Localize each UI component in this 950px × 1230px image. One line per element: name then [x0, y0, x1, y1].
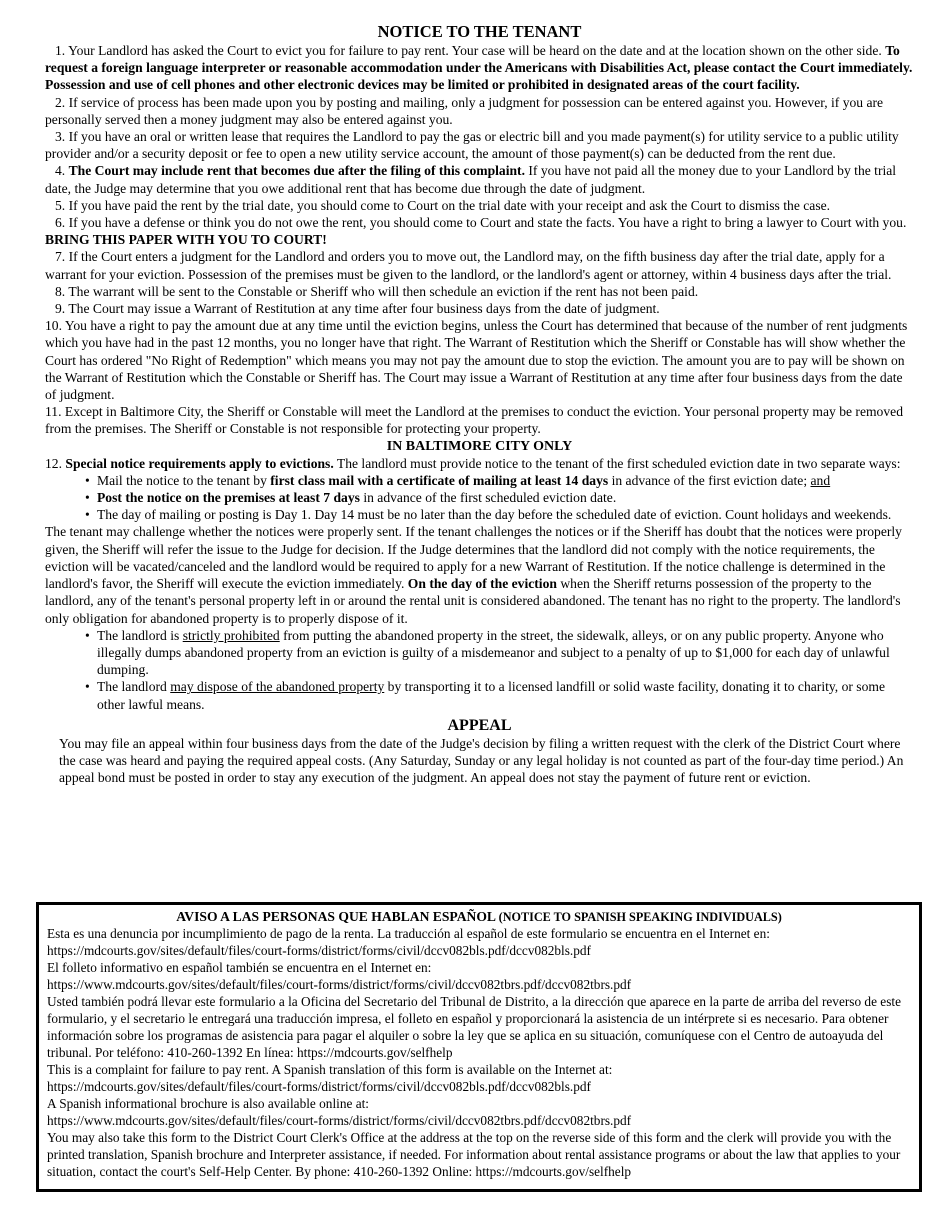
- item-text: You have a right to pay the amount due at any time until the eviction begins, unless the Court has determined that because of the number of rent judgments which you have had in the past 12 months, you no longer have that right. The Warrant of Restitution which the Sheriff or Constable has will show whether the Court has ordered "No Right of Redemption" which means you may not pay the amount due to stop the eviction. The amount you are to pay will be shown on the Warrant of Restitution which the Constable or Sheriff has. The Court may issue a Warrant of Restitution at any time after four business days from the date of judgment.: [45, 318, 908, 403]
- item-6: [45, 214, 914, 248]
- item-number: 11.: [45, 404, 62, 420]
- list-item-underline: strictly prohibited: [182, 627, 280, 643]
- item-text: If you have not paid all the money due to your Landlord by the trial date, the Judge may determine that you owe additional rent that has become due through the date of judgment.: [45, 163, 897, 196]
- spanish-notice-box: [36, 902, 922, 1192]
- item-number: 3.: [55, 129, 66, 145]
- list-item-text: in advance of the first scheduled eviction date.: [359, 490, 617, 506]
- item-bold-text: To request a foreign language interpreter or reasonable accommodation under the Americans with Disabilities Act, please contact the Court immediately. Possession and use of cell phones and other electronic devices may be limited or prohibited in designated areas of the court facility.: [45, 43, 913, 93]
- english-form-url: https://mdcourts.gov/sites/default/files/court-forms/district/forms/civil/dccv082bls.pdf/dccv082bls.pdf: [47, 1079, 591, 1094]
- item-number: 6.: [55, 215, 66, 231]
- item-1: [45, 42, 914, 94]
- item-text: The landlord must provide notice to the tenant of the first scheduled eviction date in two separate ways:: [333, 455, 901, 471]
- list-item-underline: and: [810, 472, 831, 488]
- spanish-line: El folleto informativo en español también se encuentra en el Internet en:: [47, 960, 432, 975]
- baltimore-heading: IN BALTIMORE CITY ONLY: [386, 438, 573, 454]
- abandoned-property-list: [45, 627, 914, 713]
- list-item-text: The landlord: [97, 679, 171, 695]
- list-item-underline: may dispose of the abandoned property: [170, 679, 385, 695]
- item-number: 9.: [55, 301, 66, 317]
- list-item: [87, 489, 914, 506]
- item-bold-text: BRING THIS PAPER WITH YOU TO COURT!: [45, 232, 327, 248]
- appeal-heading: APPEAL: [447, 716, 512, 734]
- item-number: 8.: [55, 283, 66, 299]
- list-item-text: The day of mailing or posting is Day 1. Day 14 must be no later than the day before the scheduled date of eviction. Count holidays and weekends.: [97, 507, 892, 523]
- list-item-bold: first class mail with a certificate of mailing at least 14 days: [270, 472, 609, 488]
- item-text: If you have an oral or written lease that requires the Landlord to pay the gas or electric bill and you made payment(s) for utility service to a public utility provider and/or a security deposit or fee to open a new utility service account, the amount of those payment(s) can be deducted from the rent due.: [45, 129, 899, 162]
- item-number: 10.: [45, 318, 62, 334]
- spanish-form-url: https://mdcourts.gov/sites/default/files/court-forms/district/forms/civil/dccv082bls.pdf/dccv082bls.pdf: [47, 943, 591, 958]
- paragraph-text: when the Sheriff returns possession of the property to the landlord, any of the tenant's personal property left in or around the rental unit is considered abandoned. The tenant has no right to the property. The landlord's only obligation for abandoned property is to properly dispose of it.: [45, 576, 901, 626]
- list-item: [87, 627, 914, 679]
- challenge-paragraph: [45, 523, 914, 626]
- item-5: [45, 197, 914, 214]
- list-item: [87, 506, 914, 523]
- item-10: [45, 317, 914, 403]
- list-item-text: Mail the notice to the tenant by: [97, 472, 271, 488]
- item-4: [45, 162, 914, 196]
- list-item-bold: Post the notice on the premises at least 7 days: [97, 490, 360, 506]
- item-number: 7.: [55, 249, 66, 265]
- list-item-text: The landlord is: [97, 627, 183, 643]
- item-9: [45, 300, 914, 317]
- item-2: [45, 94, 914, 128]
- item-text: If you have paid the rent by the trial date, you should come to Court on the trial date with your receipt and ask the Court to dismiss the case.: [68, 197, 831, 213]
- english-line: This is a complaint for failure to pay rent. A Spanish translation of this form is available on the Internet at:: [47, 1062, 613, 1077]
- item-text: If the Court enters a judgment for the Landlord and orders you to move out, the Landlord may, on the fifth business day after the trial date, apply for a warrant for your eviction. Possession of the premises must be given to the landlord, or the landlord's agent or attorney, within 4 business days after the trial.: [45, 249, 892, 282]
- item-bold-text: The Court may include rent that becomes due after the filing of this complaint.: [68, 163, 525, 179]
- spanish-line: Usted también podrá llevar este formulario a la Oficina del Secretario del Tribunal de Distrito, a la dirección que aparece en la parte de arriba del reverso de este formulario, y el secretario le entregará una traducción impresa, el folleto en español y proporcionará la asistencia de un intérprete si es necesario. Para obtener información sobre los programas de asistencia para pagar el alquiler o sobre la ley que se aplica en su situación, comuníquese con el Centro de autoayuda del tribunal. Por teléfono: 410-260-1392 En línea: https://mdcourts.gov/selfhelp: [47, 994, 901, 1060]
- list-item-text: from putting the abandoned property in the street, the sidewalk, alleys, or on any public property. Anyone who illegally dumps abandoned property from an eviction is guilty of a misdemeanor and subject to a penalty of up to $1,000 for each day of unlawful dumping.: [97, 627, 890, 678]
- spanish-line: Esta es una denuncia por incumplimiento de pago de la renta. La traducción al español de este formulario se encuentra en el Internet en:: [47, 926, 770, 941]
- english-line: A Spanish informational brochure is also available online at:: [47, 1096, 370, 1111]
- item-12: [45, 455, 914, 472]
- item-text: If service of process has been made upon you by posting and mailing, only a judgment for possession can be entered against you. However, if you are personally served then a money judgment may also be entered against you.: [45, 94, 884, 127]
- item-number: 2.: [55, 94, 66, 110]
- list-item: [87, 678, 914, 712]
- list-item-text: by transporting it to a licensed landfill or solid waste facility, donating it to charity, or some other lawful means.: [97, 679, 885, 712]
- item-7: [45, 248, 914, 282]
- appeal-paragraph: You may file an appeal within four business days from the date of the Judge's decision by filing a written request with the clerk of the District Court where the case was heard and paying the required appeal costs. (Any Saturday, Sunday or any legal holiday is not counted as part of the four-day time period.) An appeal bond must be posted in order to stay any execution of the judgment. An appeal does not stay the payment of future rent or eviction.: [59, 735, 904, 786]
- english-brochure-url: https://www.mdcourts.gov/sites/default/files/court-forms/district/forms/civil/dccv082tbrs.pdf/dccv082tbrs.pdf: [47, 1113, 632, 1128]
- item-text: The warrant will be sent to the Constable or Sheriff who will then schedule an eviction if the rent has not been paid.: [68, 283, 699, 299]
- item-text: If you have a defense or think you do not owe the rent, you should come to Court and state the facts. You have a right to bring a lawyer to Court with you.: [68, 215, 907, 231]
- item-number: 4.: [55, 163, 66, 179]
- item-number: 5.: [55, 197, 66, 213]
- page-title: NOTICE TO THE TENANT: [377, 22, 582, 41]
- list-item-text: in advance of the first eviction date;: [608, 472, 811, 488]
- spanish-notice-heading: [47, 909, 911, 925]
- spanish-heading-main: AVISO A LAS PERSONAS QUE HABLAN ESPAÑOL: [176, 909, 496, 924]
- spanish-brochure-url: https://www.mdcourts.gov/sites/default/files/court-forms/district/forms/civil/dccv082tbrs.pdf/dccv082tbrs.pdf: [47, 977, 632, 992]
- paragraph-text: The tenant may challenge whether the notices were properly sent. If the tenant challenges the notices or if the Sheriff has doubt that the notices were properly given, the Sheriff will refer the issue to the Judge for decision. If the Judge determines that the landlord did not comply with the notice requirements, the eviction will be vacated/canceled and the landlord would be required to apply for a new Warrant of Restitution. If the notice challenge is determined in the landlord's favor, the Sheriff will execute the eviction immediately.: [45, 524, 902, 592]
- item-8: [45, 283, 914, 300]
- item-3: [45, 128, 914, 162]
- item-11: [45, 403, 914, 437]
- spanish-heading-sub: (NOTICE TO SPANISH SPEAKING INDIVIDUALS): [498, 910, 782, 924]
- item-number: 12.: [45, 455, 62, 471]
- paragraph-bold: On the day of the eviction: [407, 576, 557, 592]
- item-number: 1.: [55, 43, 66, 58]
- item-text: Your Landlord has asked the Court to evict you for failure to pay rent. Your case will be heard on the date and at the location shown on the other side.: [68, 43, 886, 58]
- list-item: [87, 472, 914, 489]
- item-text: Except in Baltimore City, the Sheriff or Constable will meet the Landlord at the premises to conduct the eviction. Your personal property may be removed from the premises. The Sheriff or Constable is not responsible for protecting your property.: [45, 404, 903, 437]
- english-line: You may also take this form to the District Court Clerk's Office at the address at the top on the reverse side of this form and the clerk will provide you with the printed translation, Spanish brochure and Interpreter assistance, if needed. For information about rental assistance programs or about the law that applies to your situation, contact the court's Self-Help Center. By phone: 410-260-1392 Online: https://mdcourts.gov/selfhelp: [47, 1130, 901, 1179]
- item-bold-text: Special notice requirements apply to evictions.: [65, 455, 334, 471]
- item-text: The Court may issue a Warrant of Restitution at any time after four business days from the date of judgment.: [68, 301, 660, 317]
- notice-method-list: [45, 472, 914, 524]
